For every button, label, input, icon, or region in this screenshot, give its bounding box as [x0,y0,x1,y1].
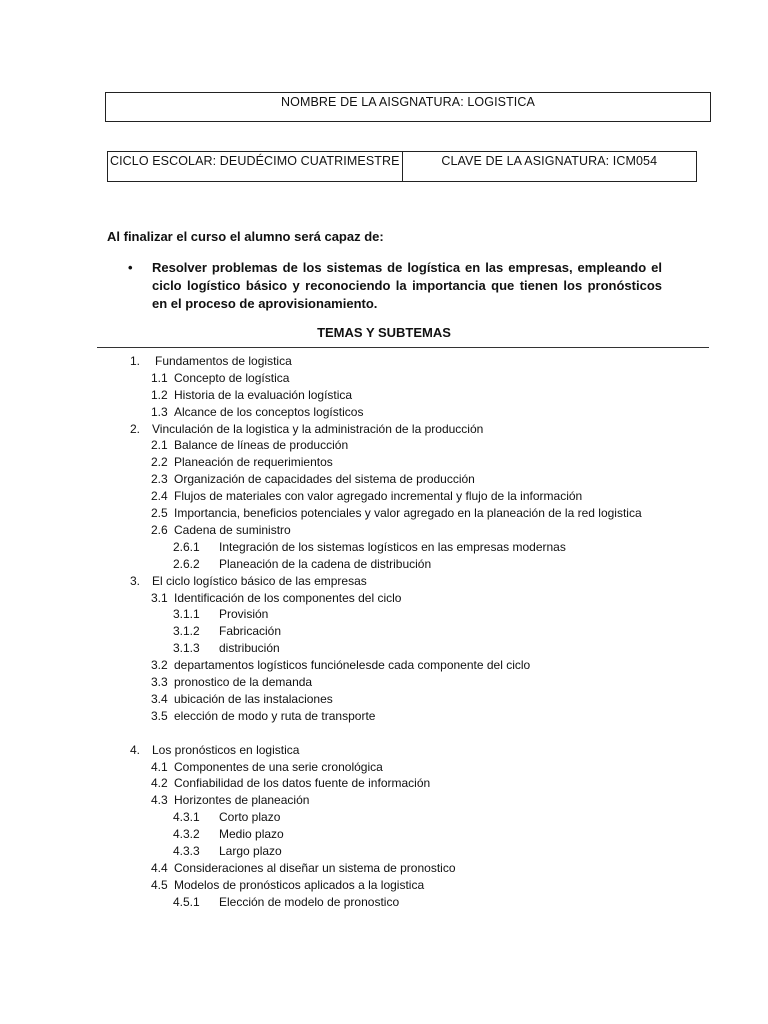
topic-number: 3.5 [151,709,168,723]
subject-code: CLAVE DE LA ASIGNATURA: ICM054 [441,154,658,168]
topic-item [151,454,333,470]
topic-number: 2.6 [151,523,168,537]
topic-item [151,505,642,521]
topic-text: Componentes de una serie cronológica [174,760,383,774]
topic-number: 2.3 [151,472,168,486]
topic-number: 4.3.2 [173,827,200,841]
topic-number: 3.4 [151,692,168,706]
bullet-icon: • [128,260,133,275]
topic-number: 4. [130,743,141,757]
topic-item [173,894,399,910]
topic-item [151,657,530,673]
subject-code-cell [403,152,697,181]
topic-item [151,792,309,808]
topic-text: Planeación de requerimientos [174,455,333,469]
topic-text: Medio plazo [219,827,284,841]
topic-item [173,826,284,842]
topic-text: Alcance de los conceptos logísticos [174,405,364,419]
topic-text: Identificación de los componentes del ciclo [174,591,402,605]
topic-number: 1.2 [151,388,168,402]
topic-item [151,404,363,420]
topic-item [130,353,292,369]
topic-number: 3. [130,574,141,588]
topic-item [173,843,282,859]
topic-item [151,775,430,791]
topic-number: 4.5.1 [173,895,200,909]
topic-item [173,606,268,622]
topic-text: Concepto de logística [174,371,290,385]
topic-number: 1. [130,354,141,368]
topic-item [173,623,281,639]
topic-number: 3.1.3 [173,641,200,655]
topic-item [173,640,280,656]
topic-item [151,877,424,893]
topics-title: TEMAS Y SUBTEMAS [317,325,451,340]
subject-name: NOMBRE DE LA AISGNATURA: LOGISTICA [281,95,535,109]
topic-text: Provisión [219,607,269,621]
topic-number: 2. [130,422,141,436]
topic-number: 2.2 [151,455,168,469]
topic-text: Confiabilidad de los datos fuente de información [174,776,431,790]
topic-item [151,522,291,538]
topic-number: 4.3 [151,793,168,807]
topic-item [151,437,348,453]
topic-item [151,387,352,403]
topic-text: Fundamentos de logistica [155,354,292,368]
topic-number: 2.4 [151,489,168,503]
topic-item [151,691,333,707]
topic-item [173,556,431,572]
topic-text: Horizontes de planeación [174,793,310,807]
topic-text: Flujos de materiales con valor agregado incremental y flujo de la información [174,489,583,503]
topic-number: 4.1 [151,760,168,774]
topic-item [151,860,456,876]
topic-text: Vinculación de la logistica y la administración de la producción [152,422,484,436]
topic-number: 3.2 [151,658,168,672]
topic-text: elección de modo y ruta de transporte [174,709,376,723]
topic-text: ubicación de las instalaciones [174,692,333,706]
topic-item [173,809,280,825]
topic-text: Consideraciones al diseñar un sistema de pronostico [174,861,456,875]
topic-number: 1.3 [151,405,168,419]
topic-text: Elección de modelo de pronostico [219,895,400,909]
topic-item [151,759,383,775]
topic-number: 2.1 [151,438,168,452]
topic-number: 3.1.1 [173,607,200,621]
topic-text: Largo plazo [219,844,282,858]
objective-bullet [128,259,662,313]
topic-number: 2.6.2 [173,557,200,571]
subject-name-box [105,92,711,122]
school-cycle: CICLO ESCOLAR: DEUDÉCIMO CUATRIMESTRE [109,154,400,168]
topic-number: 4.5 [151,878,168,892]
topic-text: Corto plazo [219,810,281,824]
topic-text: Fabricación [219,624,282,638]
topic-number: 3.1 [151,591,168,605]
topic-number: 3.3 [151,675,168,689]
topic-number: 2.5 [151,506,168,520]
topic-text: Integración de los sistemas logísticos en las empresas modernas [219,540,566,554]
topic-number: 4.3.1 [173,810,200,824]
topic-number: 3.1.2 [173,624,200,638]
topic-item [151,370,289,386]
topic-text: Cadena de suministro [174,523,291,537]
topic-number: 4.2 [151,776,168,790]
topic-text: departamentos logísticos funciónelesde cada componente del ciclo [174,658,531,672]
topic-text: Organización de capacidades del sistema de producción [174,472,475,486]
objective-intro: Al finalizar el curso el alumno será capaz de: [107,229,384,244]
topic-text: Balance de líneas de producción [174,438,349,452]
topic-number: 2.6.1 [173,540,200,554]
topic-item [151,708,375,724]
topic-text: Modelos de pronósticos aplicados a la logistica [174,878,425,892]
topic-item [173,539,566,555]
topic-number: 4.4 [151,861,168,875]
section-divider [97,347,709,348]
topic-number: 4.3.3 [173,844,200,858]
topic-item [151,471,475,487]
topic-item [130,573,367,589]
topic-text: Importancia, beneficios potenciales y valor agregado en la planeación de la red logistica [174,506,642,520]
topic-item [130,742,299,758]
topic-text: Planeación de la cadena de distribución [219,557,432,571]
topic-text: Historia de la evaluación logística [174,388,353,402]
topic-text: El ciclo logístico básico de las empresas [152,574,367,588]
topic-text: Los pronósticos en logistica [152,743,300,757]
topic-item [151,488,582,504]
info-table [107,151,697,182]
objective-text: Resolver problemas de los sistemas de logística en las empresas, empleando el ciclo logístico básico y reconociendo la importancia que tienen los pronósticos en el proceso de aprovisionamiento. [152,260,662,311]
topic-item [151,674,312,690]
school-cycle-cell [108,152,403,181]
topic-item [130,421,483,437]
topic-item [151,590,401,606]
topic-text: distribución [219,641,280,655]
topic-number: 1.1 [151,371,168,385]
topic-text: pronostico de la demanda [174,675,313,689]
